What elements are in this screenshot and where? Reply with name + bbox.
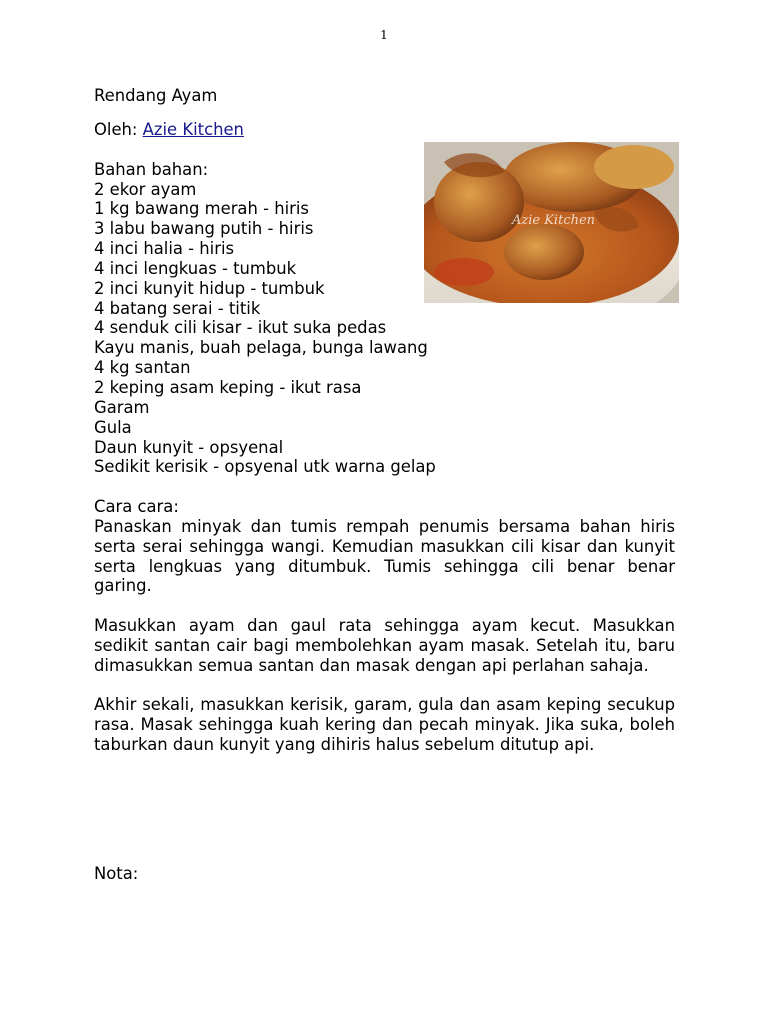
ingredient-item: 4 batang serai - titik [94,298,261,318]
photo-watermark-text: Azie Kitchen [512,213,596,228]
ingredient-item: 3 labu bawang putih - hiris [94,219,314,239]
ingredient-item: 4 inci lengkuas - tumbuk [94,258,297,278]
oil-sheen-shape [434,258,494,286]
method-step: Akhir sekali, masukkan kerisik, garam, gula dan asam keping secukup rasa. Masak sehingga kuah kering dan pecah minyak. Jika suka, boleh taburkan daun kunyit yang dihiris halus sebelum ditutup api. [94,695,675,755]
ingredient-item: Kayu manis, buah pelaga, bunga lawang [94,338,428,358]
method-step: Masukkan ayam dan gaul rata sehingga ayam kecut. Masukkan sedikit santan cair bagi membolehkan ayam masak. Setelah itu, baru dimasukkan semua santan dan masak dengan api perlahan sahaja. [94,616,675,675]
ingredient-item: Gula [94,417,132,437]
ingredient-item: 2 ekor ayam [94,179,197,199]
method-step: Panaskan minyak dan tumis rempah penumis bersama bahan hiris serta serai sehingga wangi. Kemudian masukkan cili kisar dan kunyit serta lengkuas yang ditumbuk. Tumis sehingga cili benar benar garing. [94,516,675,596]
method-heading: Cara cara: [94,497,179,517]
ingredient-item: Sedikit kerisik - opsyenal utk warna gelap [94,457,436,477]
ingredient-item: 4 kg santan [94,358,191,378]
chicken-piece-shape [594,145,674,189]
ingredient-item: 4 senduk cili kisar - ikut suka pedas [94,318,387,338]
author-prefix: Oleh: [94,119,143,139]
ingredients-heading: Bahan bahan: [94,159,209,179]
ingredient-item: 2 keping asam keping - ikut rasa [94,377,362,397]
rendang-photo-illustration [424,142,679,303]
ingredient-item: 1 kg bawang merah - hiris [94,199,309,219]
ingredient-item: Garam [94,397,150,417]
spacer [94,477,675,497]
chicken-piece-shape [504,224,584,280]
page-number: 1 [380,28,388,42]
notes-heading: Nota: [94,864,139,883]
ingredient-item: 4 inci halia - hiris [94,239,235,259]
ingredient-item: 2 inci kunyit hidup - tumbuk [94,278,325,298]
author-link[interactable]: Azie Kitchen [142,119,244,139]
spacer [94,596,675,616]
rendang-photo [424,142,679,303]
recipe-title: Rendang Ayam [94,86,218,105]
spacer [94,676,675,696]
ingredient-item: Daun kunyit - opsyenal [94,437,284,457]
author-line [94,120,675,140]
